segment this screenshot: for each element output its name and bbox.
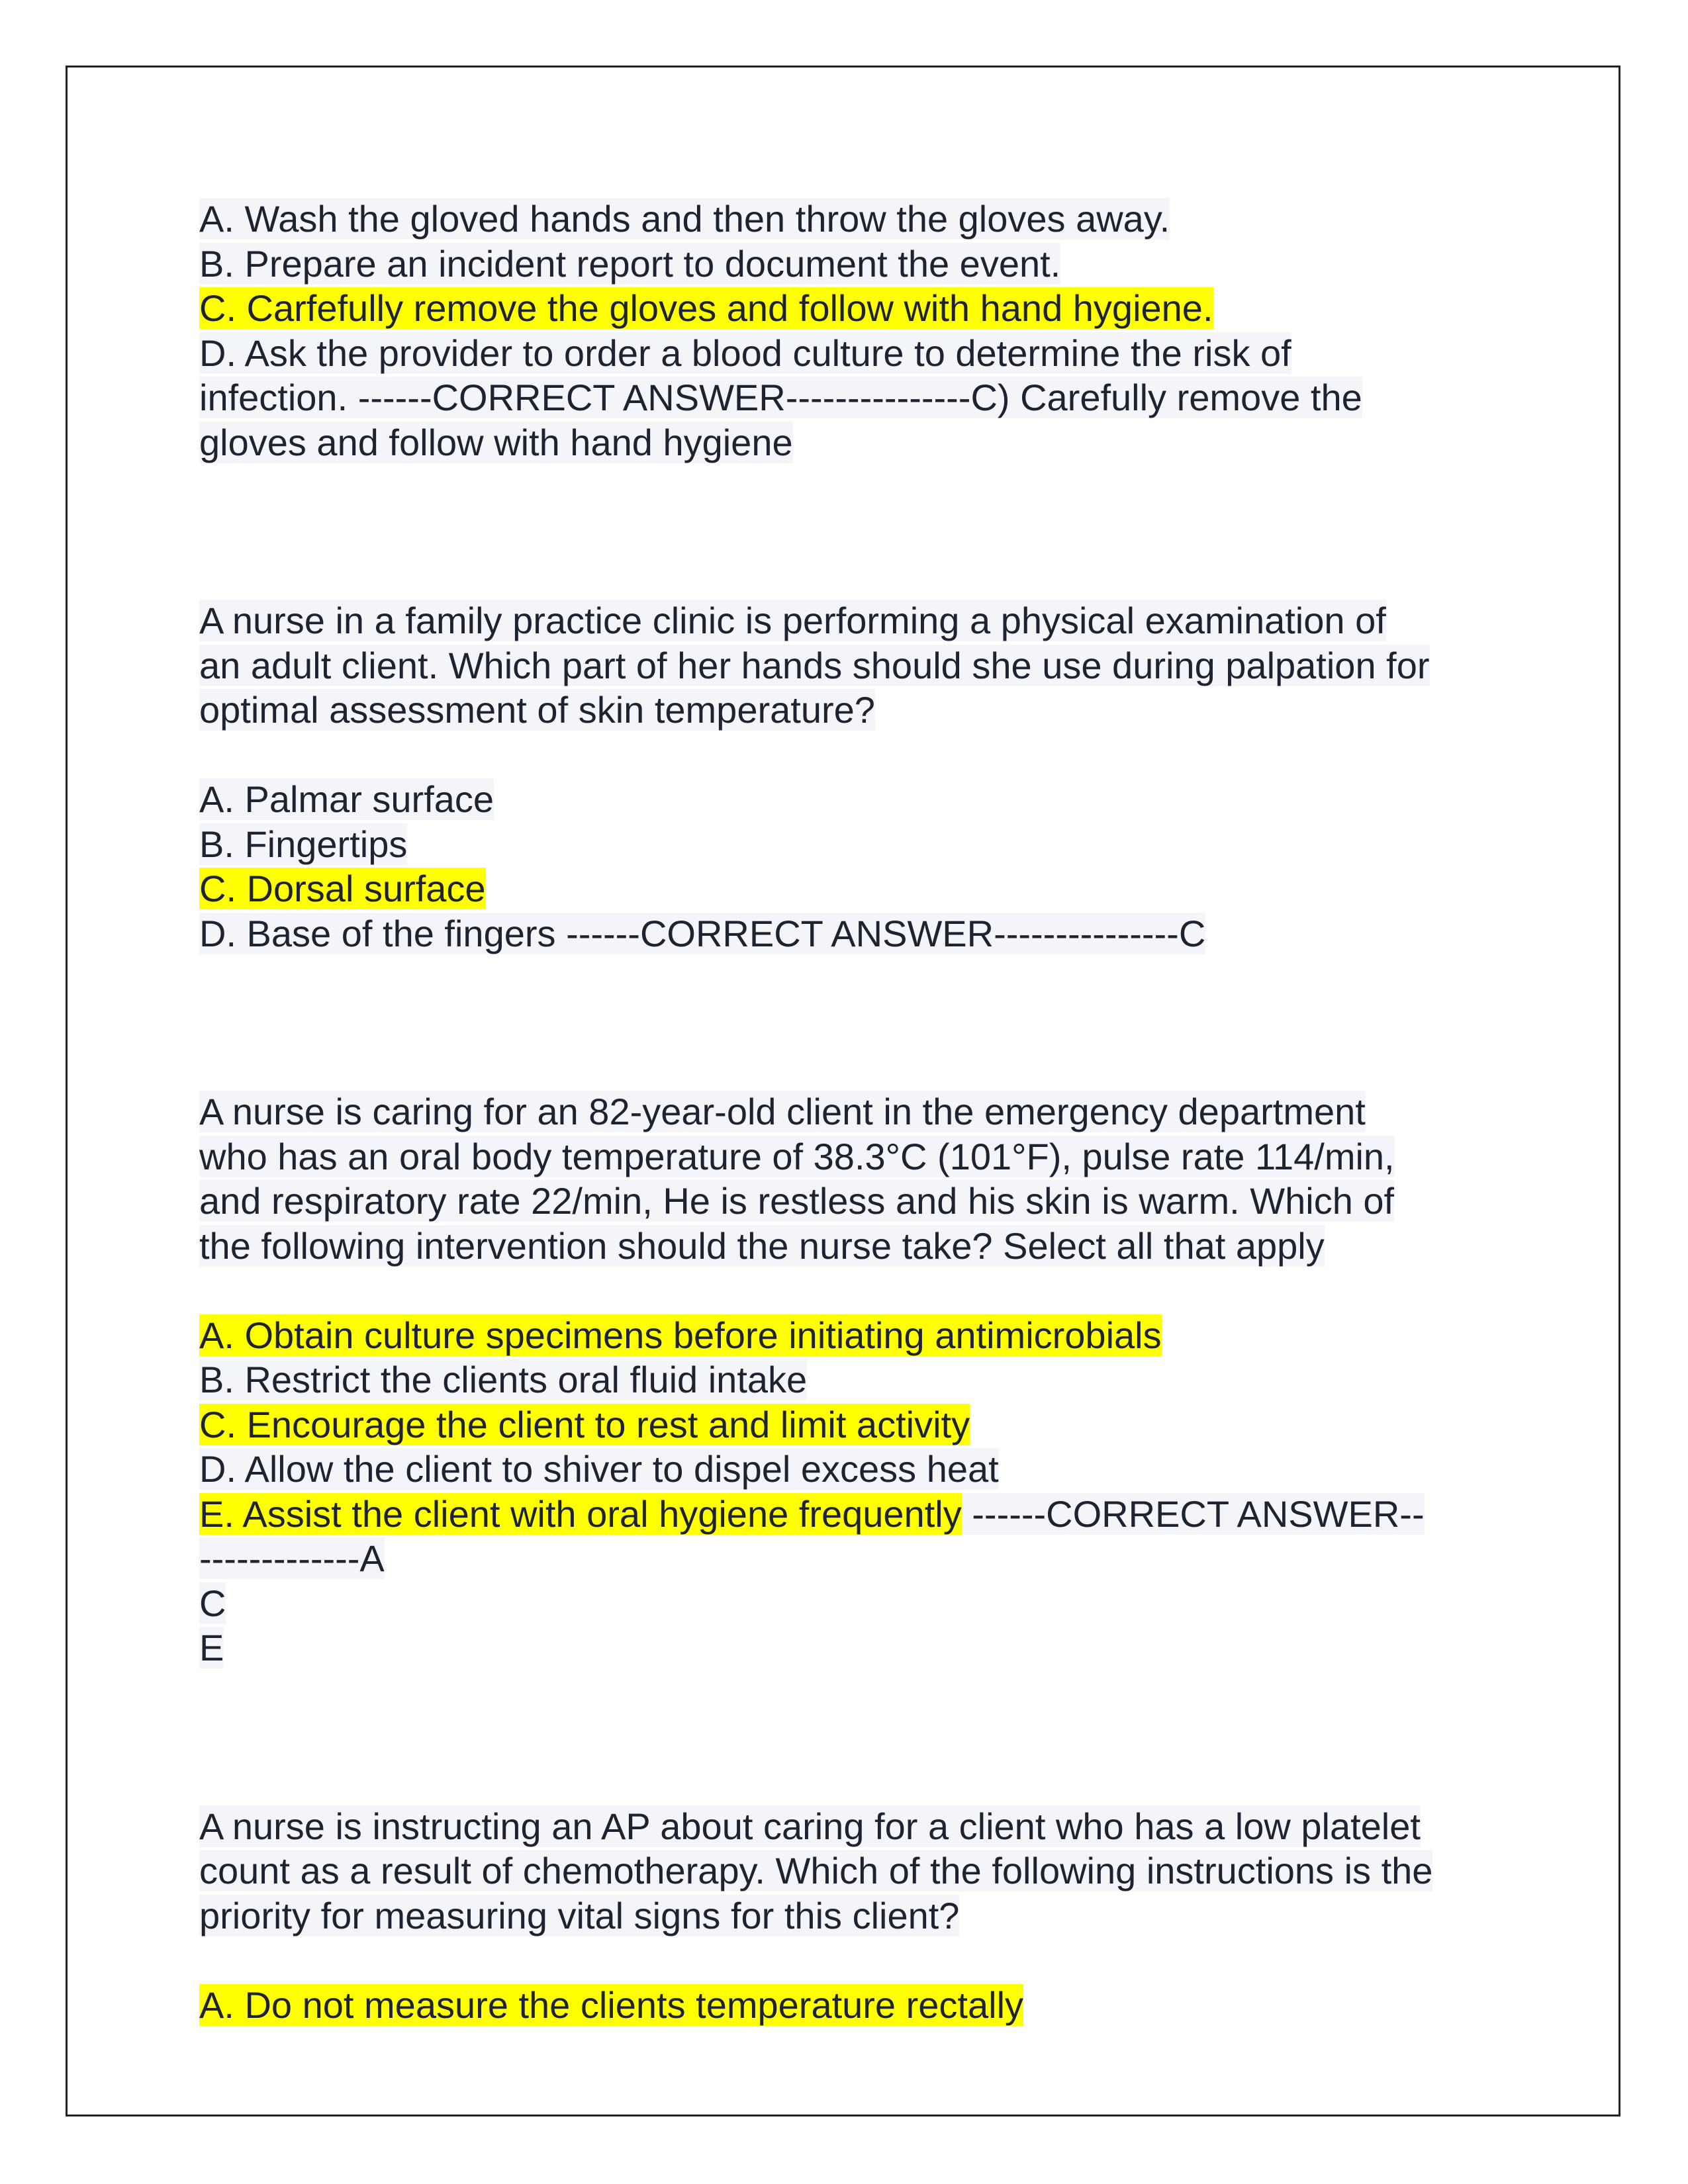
question-block-1 <box>199 197 1510 465</box>
highlighted-text: C. Dorsal surface <box>199 868 486 909</box>
text-segment: gloves and follow with hand hygiene <box>199 421 793 463</box>
text-line <box>199 242 1510 287</box>
highlighted-text: E. Assist the client with oral hygiene frequently <box>199 1492 962 1535</box>
text-segment: A. Wash the gloved hands and then throw the gloves away. <box>199 198 1170 240</box>
text-line <box>199 1357 1510 1402</box>
text-segment: B. Restrict the clients oral fluid intake <box>199 1359 808 1400</box>
text-line <box>199 1134 1510 1179</box>
answer-options <box>199 1313 1510 1670</box>
text-line <box>199 420 1510 465</box>
text-line <box>199 1447 1510 1492</box>
highlighted-text: C. Carfefully remove the gloves and follow with hand hygiene. <box>199 287 1213 329</box>
highlighted-text: A. Do not measure the clients temperature rectally <box>199 1983 1024 2026</box>
text-segment: A. Palmar surface <box>199 778 494 820</box>
text-line <box>199 1492 1510 1537</box>
question-text <box>199 1804 1510 1938</box>
text-segment: E <box>199 1627 224 1668</box>
text-segment: A nurse in a family practice clinic is performing a physical examination of <box>199 600 1386 641</box>
answer-options <box>199 1983 1510 2028</box>
text-segment: who has an oral body temperature of 38.3°C (101°F), pulse rate 114/min, <box>199 1135 1395 1177</box>
text-line <box>199 331 1510 376</box>
text-segment: optimal assessment of skin temperature? <box>199 689 875 731</box>
text-line <box>199 1893 1510 1938</box>
text-segment: C <box>199 1582 226 1624</box>
text-segment: priority for measuring vital signs for this client? <box>199 1894 960 1936</box>
question-text <box>199 1089 1510 1268</box>
text-line <box>199 598 1510 643</box>
text-line <box>199 286 1510 331</box>
text-line <box>199 1402 1510 1447</box>
text-segment: count as a result of chemotherapy. Which of the following instructions is the <box>199 1850 1433 1891</box>
document-content <box>199 197 1510 2027</box>
highlighted-text: A. Obtain culture specimens before initiating antimicrobials <box>199 1314 1162 1356</box>
highlighted-text: C. Encourage the client to rest and limit activity <box>199 1403 970 1445</box>
text-line <box>199 1804 1510 1849</box>
text-segment: and respiratory rate 22/min, He is restless and his skin is warm. Which of <box>199 1180 1395 1222</box>
text-line <box>199 1581 1510 1626</box>
text-segment: ------CORRECT ANSWER-- <box>961 1492 1425 1535</box>
question-block-2 <box>199 598 1510 956</box>
text-line <box>199 1313 1510 1358</box>
answer-options <box>199 777 1510 956</box>
text-line <box>199 1089 1510 1134</box>
text-line <box>199 688 1510 733</box>
text-line <box>199 1848 1510 1893</box>
text-line <box>199 911 1510 956</box>
text-segment: B. Fingertips <box>199 823 408 865</box>
text-segment: B. Prepare an incident report to document the event. <box>199 242 1061 285</box>
text-line <box>199 643 1510 688</box>
question-block-3 <box>199 1089 1510 1670</box>
text-line <box>199 375 1510 420</box>
text-line <box>199 777 1510 822</box>
text-segment: -------------A <box>199 1537 385 1579</box>
text-segment: infection. ------CORRECT ANSWER---------------C) Carefully remove the <box>199 377 1362 418</box>
text-segment: A nurse is instructing an AP about caring for a client who has a low platelet <box>199 1805 1421 1847</box>
text-segment: D. Allow the client to shiver to dispel excess heat <box>199 1448 999 1490</box>
text-line <box>199 822 1510 867</box>
text-segment: the following intervention should the nurse take? Select all that apply <box>199 1224 1325 1267</box>
text-segment: D. Base of the fingers ------CORRECT ANSWER---------------C <box>199 912 1206 954</box>
question-block-4 <box>199 1804 1510 2028</box>
text-line <box>199 1625 1510 1670</box>
text-line <box>199 1224 1510 1269</box>
text-line <box>199 197 1510 242</box>
question-text <box>199 598 1510 733</box>
text-line <box>199 1983 1510 2028</box>
text-line <box>199 1179 1510 1224</box>
text-segment: an adult client. Which part of her hands should she use during palpation for <box>199 644 1430 686</box>
text-segment: A nurse is caring for an 82-year-old client in the emergency department <box>199 1091 1366 1132</box>
text-line <box>199 1536 1510 1581</box>
text-segment: D. Ask the provider to order a blood culture to determine the risk of <box>199 332 1291 374</box>
text-line <box>199 866 1510 911</box>
